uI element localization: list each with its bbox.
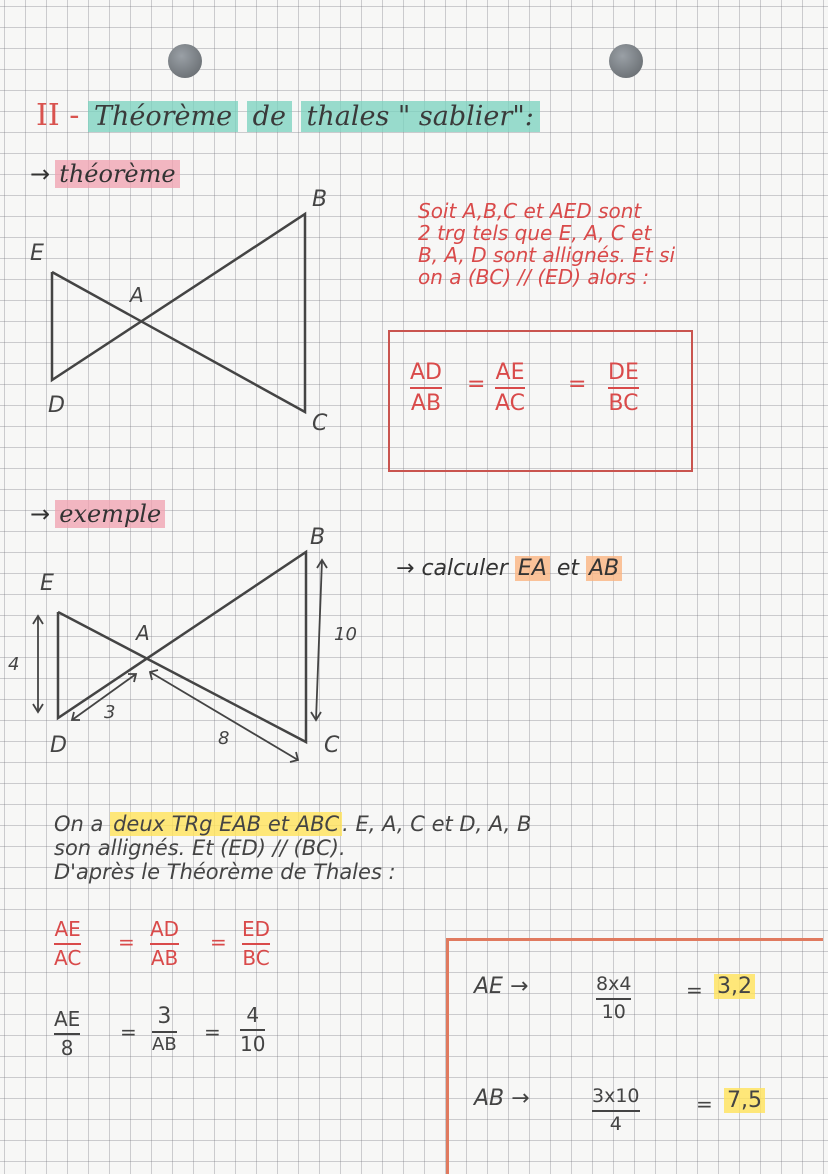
title-roman-numeral: II -: [36, 98, 80, 133]
formula-fraction-de-bc: [608, 360, 639, 417]
hourglass-figure-example: [0, 520, 380, 770]
formula-fraction-ad-ab: [410, 360, 442, 417]
task-ab: AB: [586, 556, 622, 581]
figure1-label-a: A: [130, 283, 144, 307]
figure1-label-e: E: [30, 241, 44, 266]
calc1-equals-1: =: [118, 930, 135, 954]
figure1-label-b: B: [312, 187, 328, 212]
result-ab-label: AB →: [474, 1086, 530, 1111]
calc1-equals-2: =: [210, 930, 227, 954]
formula-ac: AC: [495, 391, 526, 417]
hourglass-figure-theorem: [20, 180, 350, 440]
calc2-fraction-3-ab: 3 AB: [152, 1004, 177, 1056]
result-ab-value: 7,5: [724, 1088, 765, 1113]
result-ae-value: 3,2: [714, 974, 755, 999]
length-ed: 4: [8, 654, 20, 675]
figure2-label-a: A: [136, 621, 150, 645]
result-ae-equals: =: [686, 978, 703, 1002]
result-ae-label: AE →: [474, 974, 529, 999]
section-example-label: exemple: [55, 500, 165, 528]
statement-line-3: B, A, D sont allignés. Et si: [418, 243, 676, 267]
calc1-fraction-ad-ab: AD AB: [150, 917, 180, 970]
result-ab-equals: =: [696, 1092, 713, 1116]
title-thales-sablier: thales " sablier":: [301, 101, 540, 132]
calc2-equals-2: =: [204, 1020, 221, 1044]
task-et: et: [556, 556, 579, 581]
section-theorem-label: théorème: [55, 160, 179, 188]
figure2-label-c: C: [324, 733, 340, 758]
formula-ad: AD: [410, 360, 442, 385]
result-ab-fraction: 3x10 4: [592, 1085, 640, 1135]
task-instruction: [396, 556, 622, 581]
calc1-fraction-ed-bc: ED BC: [242, 917, 271, 970]
formula-equals-2: =: [568, 372, 587, 397]
result-ab-arrow-icon: →: [511, 1086, 530, 1111]
theorem-statement: [418, 200, 675, 288]
result-ae-arrow-icon: →: [509, 974, 529, 999]
task-text: calculer: [421, 556, 508, 581]
figure1-label-d: D: [48, 393, 65, 418]
length-ac: 8: [218, 728, 230, 749]
length-bc: 10: [334, 624, 357, 645]
solution-line-2: son allignés. Et (ED) // (BC).: [54, 836, 346, 860]
formula-bc: BC: [608, 391, 639, 417]
title-de: de: [247, 101, 292, 132]
measure-arrow-ed: [33, 616, 43, 712]
statement-line-1: Soit A,B,C et AED sont: [418, 199, 642, 223]
statement-line-2: 2 trg tels que E, A, C et: [418, 221, 652, 245]
calc2-fraction-4-10: 4 10: [240, 1003, 266, 1056]
formula-equals-1: =: [467, 372, 486, 397]
solution-text: [54, 812, 531, 884]
task-ea: EA: [515, 556, 550, 581]
formula-ae: AE: [495, 360, 525, 385]
result-ae-fraction: 8x4 10: [596, 973, 632, 1023]
statement-line-4: on a (BC) // (ED) alors :: [418, 265, 650, 289]
task-arrow-icon: →: [396, 556, 415, 581]
figure2-triangle-lines: [58, 552, 306, 742]
formula-ab: AB: [410, 391, 442, 417]
binder-hole-right: [609, 44, 643, 78]
figure2-label-d: D: [50, 733, 67, 758]
calc1-fraction-ae-ac: AE AC: [54, 917, 82, 970]
formula-fraction-ae-ac: [495, 360, 525, 417]
figure1-triangle-lines: [52, 214, 305, 412]
length-da: 3: [104, 702, 116, 723]
solution-line-3: D'après le Théorème de Thales :: [54, 860, 396, 884]
calc2-fraction-ae-8: AE 8: [54, 1007, 81, 1060]
figure1-label-c: C: [312, 411, 328, 436]
page-title: [36, 98, 540, 133]
solution-line-1: On a deux TRg EAB et ABC . E, A, C et D, A, B: [54, 812, 532, 836]
figure2-label-e: E: [40, 571, 54, 596]
arrow-right-icon: →: [30, 500, 51, 528]
calc2-equals-1: =: [120, 1020, 137, 1044]
figure2-label-b: B: [310, 525, 326, 550]
title-theorem: Théorème: [88, 101, 238, 132]
binder-hole-left: [168, 44, 202, 78]
arrow-right-icon: →: [30, 160, 51, 188]
formula-de: DE: [608, 360, 639, 385]
measure-arrow-bc: [311, 560, 327, 720]
